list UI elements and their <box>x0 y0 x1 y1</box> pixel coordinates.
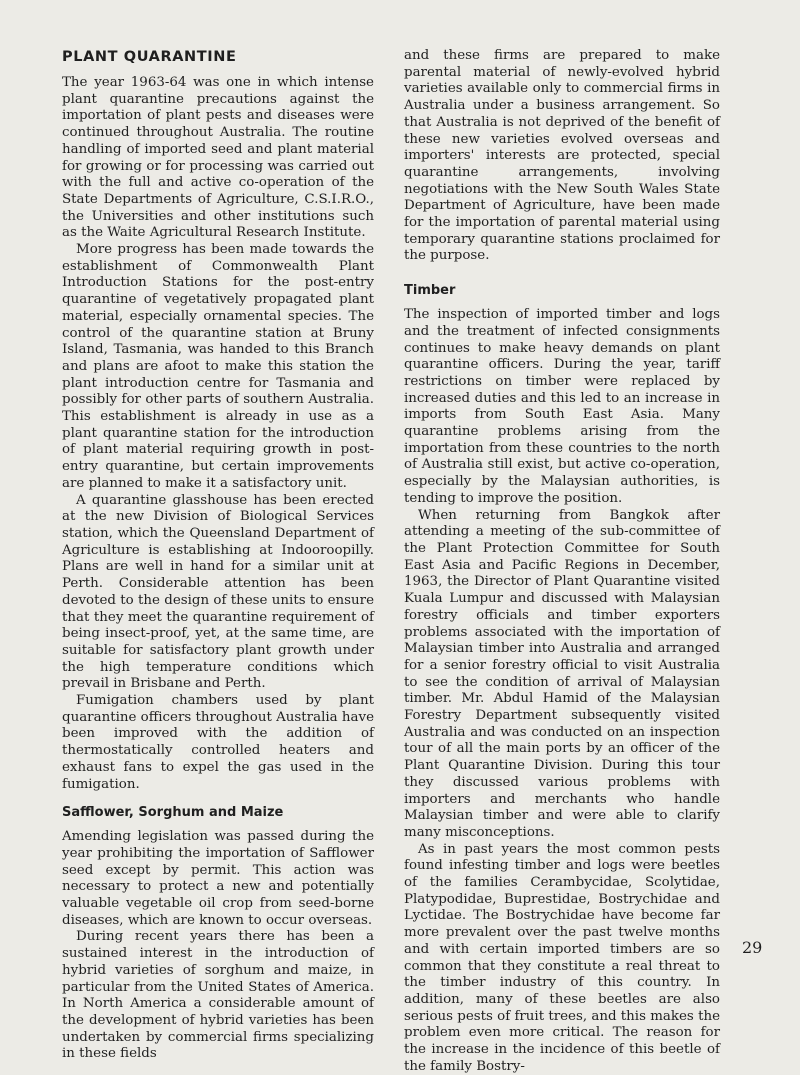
right-column <box>404 48 720 1075</box>
paragraph: Amending legislation was passed during the year prohibiting the importation of Safflower seed except by permit. This action was necessary to protect a new and potentially valuable vegetable oil crop from seed-borne diseases, which are known to occur overseas. <box>62 829 374 928</box>
subheading-safflower-sorghum-maize: Safflower, Sorghum and Maize <box>62 805 284 821</box>
paragraph: Fumigation chambers used by plant quarantine officers throughout Australia have been improved with the addition of thermostatically controlled heaters and exhaust fans to expel the gas used in the fumigation. <box>62 693 374 792</box>
paragraph: The year 1963-64 was one in which intense plant quarantine precautions against the importation of plant pests and diseases were continued throughout Australia. The routine handling of imported seed and plant material for growing or for processing was carried out with the full and active co-operation of the State Departments of Agriculture, C.S.I.R.O., the Universities and other institutions such as the Waite Agricultural Research Institute. <box>62 75 374 241</box>
paragraph: A quarantine glasshouse has been erected at the new Division of Biological Services station, which the Queensland Department of Agriculture is establishing at Indooroopilly. Plans are well in hand for a similar unit at Perth. Considerable attention has been devoted to the design of these units to ensure that they meet the quarantine requirement of being insect-proof, yet, at the same time, are suitable for satisfactory plant growth under the high temperature conditions which prevail in Brisbane and Perth. <box>62 492 374 692</box>
left-column <box>62 48 374 1063</box>
page-number: 29 <box>742 938 763 957</box>
paragraph: The inspection of imported timber and logs and the treatment of infected consignments continues to make heavy demands on plant quarantine officers. During the year, tariff restrictions on timber were replaced by increased duties and this led to an increase in imports from South East Asia. Many quarantine problems arising from the importation from these countries to the north of Australia still exist, but active co-operation, especially by the Malaysian authorities, is tending to improve the position. <box>404 307 720 506</box>
subheading-timber: Timber <box>404 283 456 299</box>
paragraph: As in past years the most common pests found infesting timber and logs were beetles of the families Cerambycidae, Scolytidae, Platypodidae, Buprestidae, Bostrychidae and Lyctidae. The Bostrychidae have become far more prevalent over the past twelve months and with certain imported timbers are so common that they constitute a real threat to the timber industry of this country. In addition, many of these beetles are also serious pests of fruit trees, and this makes the problem even more critical. The reason for the increase in the incidence of this beetle of the family Bostry- <box>404 841 720 1074</box>
section-heading-plant-quarantine: PLANT QUARANTINE <box>62 49 237 65</box>
paragraph: and these firms are prepared to make parental material of newly-evolved hybrid varieties available only to commercial firms in Australia under a business arrangement. So that Australia is not deprived of the benefit of these new varieties evolved overseas and importers' interests are protected, special quarantine arrangements, involving negotiations with the New South Wales State Department of Agriculture, have been made for the importation of parental material using temporary quarantine stations proclaimed for the purpose. <box>404 48 720 264</box>
paragraph: More progress has been made towards the establishment of Commonwealth Plant Introduction Stations for the post-entry quarantine of vegetatively propagated plant material, especially ornamental species. The control of the quarantine station at Bruny Island, Tasmania, was handed to this Branch and plans are afoot to make this station the plant introduction centre for Tasmania and possibly for other parts of southern Australia. This establishment is already in use as a plant quarantine station for the introduction of plant material requiring growth in post-entry quarantine, but certain improvements are planned to make it a satisfactory unit. <box>62 242 374 491</box>
paragraph: When returning from Bangkok after attending a meeting of the sub-committee of the Plant Protection Committee for South East Asia and Pacific Regions in December, 1963, the Director of Plant Quarantine visited Kuala Lumpur and discussed with Malaysian forestry officials and timber exporters problems associated with the importation of Malaysian timber into Australia and arranged for a senior forestry official to visit Australia to see the condition of arrival of Malaysian timber. Mr. Abdul Hamid of the Malaysian Forestry Department subsequently visited Australia and was conducted on an inspection tour of all the main ports by an officer of the Plant Quarantine Division. During this tour they discussed various problems with importers and merchants who handle Malaysian timber and were able to clarify many misconceptions. <box>404 507 720 840</box>
paragraph: During recent years there has been a sustained interest in the introduction of hybrid varieties of sorghum and maize, in particular from the United States of America. In North America a considerable amount of the development of hybrid varieties has been undertaken by commercial firms specializing in these fields <box>62 929 374 1062</box>
